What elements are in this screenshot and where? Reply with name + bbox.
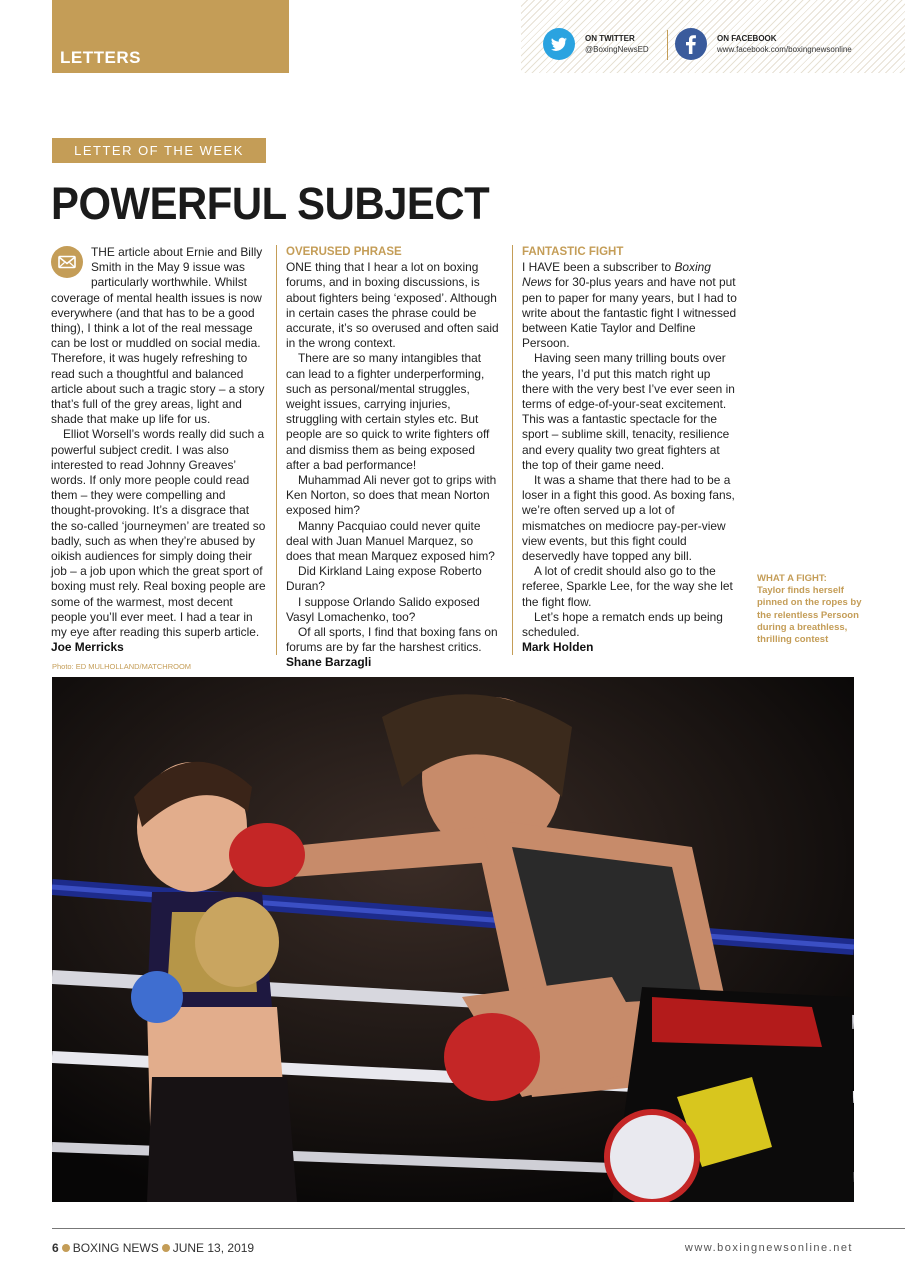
- section-label: LETTERS: [60, 48, 141, 67]
- facebook-url: www.facebook.com/boxingnewsonline: [717, 45, 852, 54]
- photo-credit: Photo: ED MULHOLLAND/MATCHROOM: [52, 662, 192, 671]
- facebook-icon: [675, 28, 707, 60]
- letter-column-3: [522, 245, 738, 655]
- facebook-label: ON FACEBOOK: [717, 34, 777, 43]
- dot-icon: [162, 1244, 170, 1252]
- letter-paragraph: Elliot Worsell’s words really did such a powerful subject credit. I was also interested to read Johnny Greaves’ words. If only more people could read them – they were compelling and thought-provoking. It’s a disgrace that the so-called ‘journeymen’ are treated so badly, such as when they’re abused by oikish audiences for simply doing their job – a job upon which the great sport of boxing must rely. Real boxing people are some of the warmest, most decent people you’ll ever meet. I had a tear in my eye after reading this superb article.: [51, 427, 266, 640]
- letter-paragraph: I suppose Orlando Salido exposed Vasyl Lomachenko, too?: [286, 594, 480, 624]
- letter-subhead: FANTASTIC FIGHT: [522, 246, 624, 258]
- letter-paragraph: A lot of credit should also go to the referee, Sparkle Lee, for the way she let the fight flow.: [522, 564, 733, 609]
- letter-column-2: [286, 245, 502, 671]
- letter-paragraph: Having seen many trilling bouts over the years, I’d put this match right up there with the very best I’ve ever seen in terms of edge-of-your-seat excitement. This was a fantastic spectacle for the sport – sublime skill, tenacity, resilience and every quality two great fighters at the top of their game need.: [522, 351, 735, 472]
- caption-lead: WHAT A FIGHT:: [757, 573, 827, 584]
- twitter-handle: @BoxingNewsED: [585, 45, 649, 54]
- letter-paragraph: THE article about Ernie and Billy Smith in the May 9 issue was particularly worthwhile. Whilst coverage of mental health issues is now everywhere (and that has to be a good thing), I think a lot of the real message can be lost or muddled on social media. Therefore, it was hugely refreshing to read such a thoughtful and balanced article about such a tragic story – a story that’s full of the grey areas, light and shade that make up life for us.: [51, 245, 265, 427]
- publication-name: BOXING NEWS: [72, 1241, 159, 1255]
- letter-paragraph: Did Kirkland Laing expose Roberto Duran?: [286, 564, 482, 594]
- letter-paragraph: I HAVE been a subscriber to Boxing News for 30-plus years and have not put pen to paper for many years, but I had to write about the fantastic fight I witnessed between Katie Taylor and Delfine Persoon.: [522, 260, 737, 351]
- envelope-icon: [51, 246, 83, 278]
- letter-paragraph: Muhammad Ali never got to grips with Ken Norton, so does that mean Norton exposed him?: [286, 473, 497, 518]
- twitter-icon: [543, 28, 575, 60]
- letter-paragraph: Manny Pacquiao could never quite deal with Juan Manuel Marquez, so does that mean Marquez exposed him?: [286, 518, 495, 564]
- letter-paragraph: It was a shame that there had to be a loser in a fight this good. As boxing fans, we’re often served up a lot of mismatches on mediocre pay-per-view view events, but this fight could deservedly have topped any bill.: [522, 473, 735, 564]
- letter-column-1: [51, 245, 267, 655]
- photo-caption: [757, 573, 867, 646]
- letter-paragraph: ONE thing that I hear a lot on boxing forums, and in boxing discussions, is about fighters being ‘exposed’. Although in certain cases the phrase could be accurate, it’s so overused and often said in the wrong context.: [286, 260, 499, 351]
- letter-signature: Mark Holden: [522, 640, 594, 655]
- headline: POWERFUL SUBJECT: [51, 178, 490, 229]
- letter-of-the-week-badge: LETTER OF THE WEEK: [52, 138, 266, 163]
- letter-signature: Shane Barzagli: [286, 655, 372, 670]
- footer-rule: [52, 1228, 905, 1229]
- publication-title: Boxing News: [522, 260, 711, 290]
- caption-text: Taylor finds herself pinned on the ropes by the relentless Persoon during a breathless, thrilling contest: [757, 585, 862, 646]
- letter-paragraph: Of all sports, I find that boxing fans on forums are by far the harshest critics.: [286, 625, 498, 655]
- letter-signature: Joe Merricks: [51, 640, 124, 655]
- social-divider: [667, 30, 668, 60]
- column-rule: [276, 245, 277, 655]
- issue-date: JUNE 13, 2019: [172, 1241, 255, 1255]
- page-number: 6: [52, 1241, 59, 1255]
- website-link[interactable]: www.boxingnewsonline.net: [684, 1242, 853, 1254]
- fight-photo-illustration: [52, 677, 854, 1202]
- dot-icon: [62, 1244, 70, 1252]
- letter-paragraph: There are so many intangibles that can lead to a fighter underperforming, such as personal/mental struggles, weight issues, carrying injuries, struggling with certain styles etc. But people are so quick to write fighters off and dismiss them as being exposed after a bad performance!: [286, 351, 490, 472]
- letter-subhead: OVERUSED PHRASE: [286, 246, 402, 258]
- fight-photo: [52, 677, 854, 1202]
- twitter-label: ON TWITTER: [585, 34, 635, 43]
- section-tab: [52, 0, 289, 73]
- folio: [52, 1241, 254, 1255]
- letter-paragraph: Let’s hope a rematch ends up being scheduled.: [522, 609, 723, 640]
- column-rule: [512, 245, 513, 655]
- social-bar: [521, 0, 905, 73]
